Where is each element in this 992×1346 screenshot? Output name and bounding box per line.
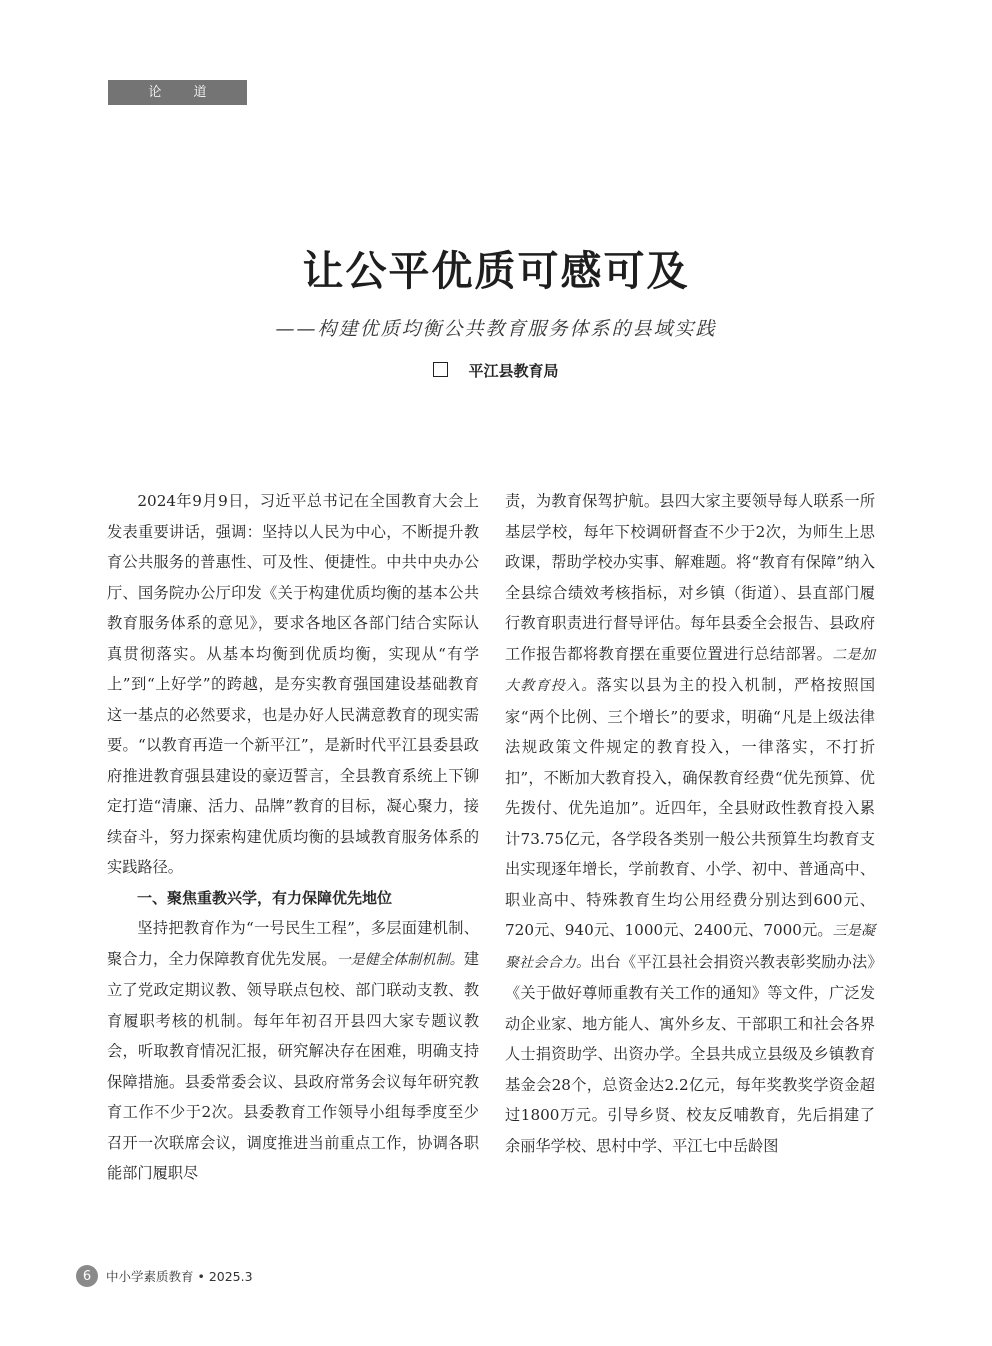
right-text-c: 出台《平江县社会捐资兴教表彰奖励办法》《关于做好尊师重教有关工作的通知》等文件，广泛发动企业家、地方能人、寓外乡友、干部职工和社会各界人士捐资助学、出资办学。全县共成立县级及乡镇教育基金会28个，总资金达2.2亿元，每年奖教奖学资金超过1800万元。引导乡贤、校友反哺教育，先后捐建了余丽华学校、思村中学、平江七中岳龄图: [505, 952, 876, 1155]
emphasis-point-1: 一是健全体制机制。: [336, 951, 464, 968]
paragraph-intro: 2024年9月9日，习近平总书记在全国教育大会上发表重要讲话，强调：坚持以人民为中心，不断提升教育公共服务的普惠性、可及性、便捷性。中共中央办公厅、国务院办公厅印发《关于构建优质均衡的基本公共教育服务体系的意见》，要求各地区各部门结合实际认真贯彻落实。从基本均衡到优质均衡，实现从“有学上”到“上好学”的跨越，是夯实教育强国建设基础教育这一基点的必然要求，也是办好人民满意教育的现实需要。“以教育再造一个新平江”，是新时代平江县委县政府推进教育强县建设的豪迈誓言，全县教育系统上下铆定打造“清廉、活力、品牌”教育的目标，凝心聚力，接续奋斗，努力探索构建优质均衡的县域教育服务体系的实践路径。: [107, 492, 479, 876]
emphasis-point-3: 三是凝聚社会合力。: [505, 923, 876, 971]
page-number: 6: [76, 1265, 98, 1287]
article-title: 让公平优质可感可及: [302, 247, 690, 295]
paragraph-2-text-a: 坚持把教育作为“一号民生工程”，多层面建机制、聚合力，全力保障教育优先发展。: [107, 919, 479, 968]
author-line: [0, 360, 992, 381]
right-column: [505, 486, 875, 1161]
paragraph-2-text-b: 建立了党政定期议教、领导联点包校、部门联动支教、教育履职考核的机制。每年年初召开县四大家专题议教会，听取教育情况汇报，研究解决存在困难，明确支持保障措施。县委常委会议、县政府常务会议每年研究教育工作不少于2次。县委教育工作领导小组每季度至少召开一次联席会议，调度推进当前重点工作，协调各职能部门履职尽: [107, 949, 479, 1182]
journal-name: 中小学素质教育 • 2025.3: [106, 1269, 253, 1284]
emphasis-point-2: 二是加大教育投入。: [505, 646, 876, 694]
right-text-a: 责，为教育保驾护航。县四大家主要领导每人联系一所基层学校，每年下校调研督查不少于2次，为师生上思政课，帮助学校办实事、解难题。将“教育有保障”纳入全县综合绩效考核指标，对乡镇（街道）、县直部门履行教育职责进行督导评估。每年县委全会报告、县政府工作报告都将教育摆在重要位置进行总结部署。: [505, 492, 875, 663]
left-column: [107, 486, 479, 1189]
paragraph-continued: [505, 486, 875, 1161]
paragraph-2: [107, 913, 479, 1189]
square-bullet-icon: [433, 362, 448, 377]
section-tag: 论 道: [108, 80, 247, 105]
right-text-b: 落实以县为主的投入机制，严格按照国家“两个比例、三个增长”的要求，明确“凡是上级法律法规政策文件规定的教育投入，一律落实，不打折扣”，不断加大教育投入，确保教育经费“优先预算、优先拨付、优先追加”。近四年，全县财政性教育投入累计73.75亿元，各学段各类别一般公共预算生均教育支出实现逐年增长，学前教育、小学、初中、普通高中、职业高中、特殊教育生均公用经费分别达到600元、720元、940元、1000元、2400元、7000元。: [505, 676, 876, 939]
article-subtitle: ——构建优质均衡公共教育服务体系的县域实践: [275, 318, 717, 340]
page-footer: [76, 1265, 253, 1287]
author-name: 平江县教育局: [468, 362, 559, 380]
section-heading-1: 一、聚焦重教兴学，有力保障优先地位: [137, 888, 393, 907]
